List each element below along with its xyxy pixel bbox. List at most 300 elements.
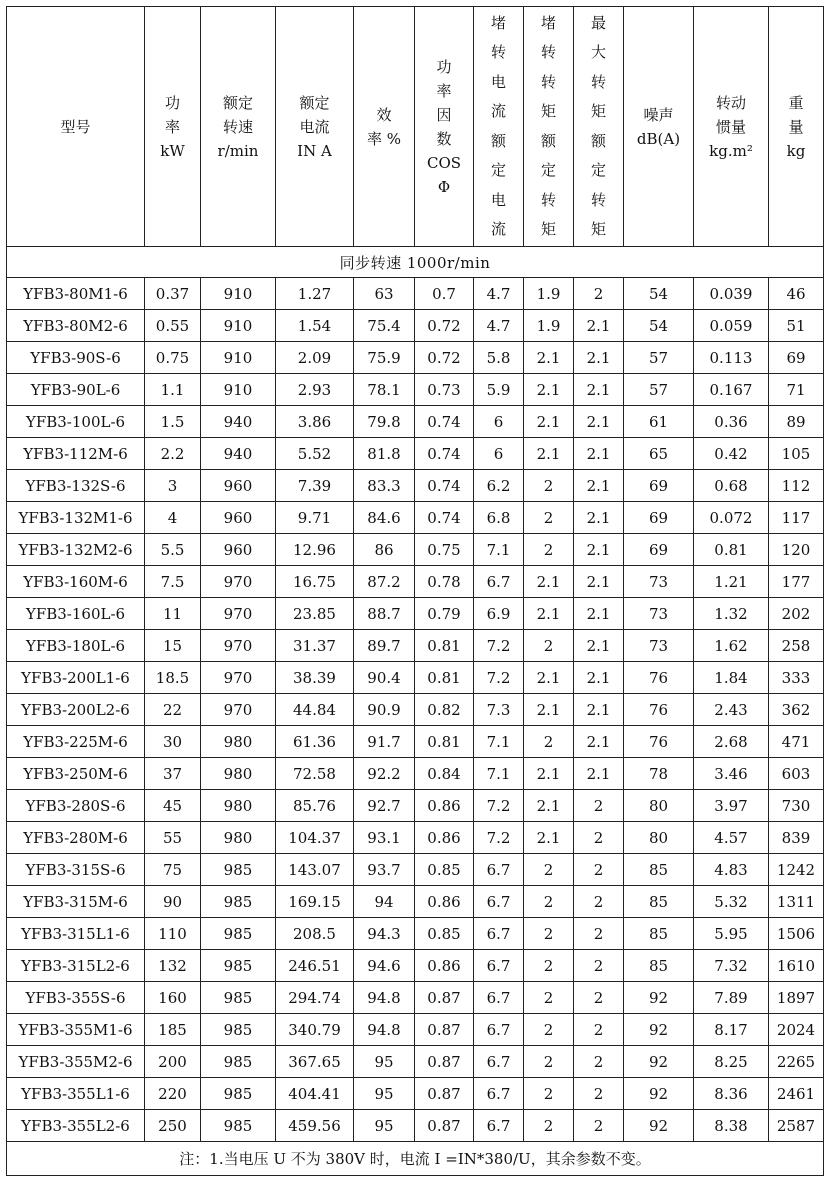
cell-power: 0.55: [145, 310, 201, 342]
cell-inertia: 1.21: [694, 566, 769, 598]
cell-efficiency: 81.8: [354, 438, 415, 470]
cell-rated-current: 169.15: [276, 886, 354, 918]
cell-inertia: 0.167: [694, 374, 769, 406]
cell-rated-speed: 970: [201, 630, 276, 662]
table-row: [7, 886, 824, 918]
cell-power-factor: 0.72: [415, 342, 474, 374]
cell-inertia: 2.68: [694, 726, 769, 758]
cell-noise: 69: [624, 534, 694, 566]
cell-efficiency: 94.6: [354, 950, 415, 982]
cell-locked-current-ratio: 6.7: [474, 1046, 524, 1078]
cell-locked-current-ratio: 4.7: [474, 278, 524, 310]
cell-power: 1.5: [145, 406, 201, 438]
cell-locked-torque-ratio: 2.1: [524, 406, 574, 438]
cell-max-torque-ratio: 2.1: [574, 662, 624, 694]
cell-power: 110: [145, 918, 201, 950]
cell-noise: 85: [624, 854, 694, 886]
cell-rated-speed: 980: [201, 726, 276, 758]
cell-efficiency: 94: [354, 886, 415, 918]
cell-power: 37: [145, 758, 201, 790]
header-locked-torque-ratio: 堵 转 转 矩 额 定 转 矩: [524, 7, 574, 247]
cell-rated-speed: 910: [201, 310, 276, 342]
cell-inertia: 8.25: [694, 1046, 769, 1078]
cell-weight: 2461: [769, 1078, 824, 1110]
header-max-torque-ratio: 最 大 转 矩 额 定 转 矩: [574, 7, 624, 247]
cell-efficiency: 86: [354, 534, 415, 566]
cell-max-torque-ratio: 2.1: [574, 566, 624, 598]
cell-locked-torque-ratio: 2.1: [524, 758, 574, 790]
cell-efficiency: 88.7: [354, 598, 415, 630]
cell-locked-current-ratio: 6.7: [474, 950, 524, 982]
cell-weight: 1897: [769, 982, 824, 1014]
cell-efficiency: 87.2: [354, 566, 415, 598]
table-row: [7, 758, 824, 790]
cell-rated-current: 12.96: [276, 534, 354, 566]
cell-max-torque-ratio: 2: [574, 886, 624, 918]
cell-rated-speed: 940: [201, 438, 276, 470]
cell-locked-torque-ratio: 2: [524, 918, 574, 950]
cell-inertia: 5.95: [694, 918, 769, 950]
cell-weight: 603: [769, 758, 824, 790]
cell-power-factor: 0.79: [415, 598, 474, 630]
cell-rated-current: 404.41: [276, 1078, 354, 1110]
header-rated-speed: 额定 转速 r/min: [201, 7, 276, 247]
table-row: [7, 534, 824, 566]
cell-max-torque-ratio: 2: [574, 950, 624, 982]
cell-inertia: 1.32: [694, 598, 769, 630]
cell-model: YFB3-355L1-6: [7, 1078, 145, 1110]
cell-power: 45: [145, 790, 201, 822]
cell-efficiency: 89.7: [354, 630, 415, 662]
cell-rated-speed: 910: [201, 342, 276, 374]
cell-power: 11: [145, 598, 201, 630]
cell-weight: 2024: [769, 1014, 824, 1046]
cell-rated-speed: 980: [201, 790, 276, 822]
cell-max-torque-ratio: 2.1: [574, 630, 624, 662]
cell-noise: 78: [624, 758, 694, 790]
cell-locked-current-ratio: 7.1: [474, 534, 524, 566]
cell-noise: 92: [624, 982, 694, 1014]
cell-model: YFB3-280M-6: [7, 822, 145, 854]
cell-max-torque-ratio: 2.1: [574, 598, 624, 630]
cell-locked-current-ratio: 6.7: [474, 1110, 524, 1142]
cell-rated-speed: 910: [201, 278, 276, 310]
cell-locked-current-ratio: 6.7: [474, 918, 524, 950]
header-locked-current-ratio: 堵 转 电 流 额 定 电 流: [474, 7, 524, 247]
cell-inertia: 0.059: [694, 310, 769, 342]
cell-power: 2.2: [145, 438, 201, 470]
cell-noise: 61: [624, 406, 694, 438]
cell-rated-speed: 985: [201, 918, 276, 950]
cell-power-factor: 0.87: [415, 1078, 474, 1110]
cell-power: 250: [145, 1110, 201, 1142]
cell-rated-current: 72.58: [276, 758, 354, 790]
table-row: [7, 918, 824, 950]
cell-max-torque-ratio: 2.1: [574, 726, 624, 758]
table-body: [7, 247, 824, 1142]
cell-weight: 112: [769, 470, 824, 502]
cell-rated-speed: 970: [201, 598, 276, 630]
cell-model: YFB3-315L1-6: [7, 918, 145, 950]
cell-locked-current-ratio: 6.2: [474, 470, 524, 502]
cell-model: YFB3-200L2-6: [7, 694, 145, 726]
header-weight: 重 量 kg: [769, 7, 824, 247]
cell-efficiency: 92.2: [354, 758, 415, 790]
cell-locked-current-ratio: 6.7: [474, 982, 524, 1014]
cell-locked-torque-ratio: 2.1: [524, 694, 574, 726]
cell-power-factor: 0.7: [415, 278, 474, 310]
table-row: [7, 1014, 824, 1046]
cell-rated-current: 104.37: [276, 822, 354, 854]
cell-efficiency: 95: [354, 1078, 415, 1110]
cell-rated-current: 31.37: [276, 630, 354, 662]
cell-locked-current-ratio: 6: [474, 406, 524, 438]
table-row: [7, 950, 824, 982]
table-row: [7, 662, 824, 694]
cell-power-factor: 0.86: [415, 950, 474, 982]
cell-power-factor: 0.85: [415, 918, 474, 950]
cell-max-torque-ratio: 2.1: [574, 758, 624, 790]
cell-noise: 76: [624, 726, 694, 758]
cell-model: YFB3-160M-6: [7, 566, 145, 598]
cell-noise: 80: [624, 790, 694, 822]
cell-inertia: 7.32: [694, 950, 769, 982]
cell-inertia: 1.84: [694, 662, 769, 694]
cell-locked-torque-ratio: 2: [524, 470, 574, 502]
cell-max-torque-ratio: 2.1: [574, 342, 624, 374]
cell-model: YFB3-132M1-6: [7, 502, 145, 534]
cell-power-factor: 0.75: [415, 534, 474, 566]
cell-rated-speed: 985: [201, 854, 276, 886]
cell-efficiency: 94.8: [354, 982, 415, 1014]
cell-rated-current: 44.84: [276, 694, 354, 726]
cell-locked-torque-ratio: 2: [524, 1110, 574, 1142]
cell-efficiency: 94.3: [354, 918, 415, 950]
cell-locked-torque-ratio: 1.9: [524, 278, 574, 310]
cell-weight: 1242: [769, 854, 824, 886]
cell-rated-speed: 970: [201, 694, 276, 726]
header-efficiency: 效 率 %: [354, 7, 415, 247]
cell-inertia: 0.039: [694, 278, 769, 310]
cell-rated-speed: 960: [201, 534, 276, 566]
header-model: 型号: [7, 7, 145, 247]
cell-power-factor: 0.74: [415, 470, 474, 502]
cell-locked-current-ratio: 6.7: [474, 1014, 524, 1046]
cell-locked-current-ratio: 7.2: [474, 790, 524, 822]
cell-model: YFB3-80M1-6: [7, 278, 145, 310]
cell-locked-current-ratio: 6.7: [474, 854, 524, 886]
cell-rated-speed: 980: [201, 758, 276, 790]
cell-locked-torque-ratio: 2: [524, 502, 574, 534]
cell-noise: 57: [624, 342, 694, 374]
cell-noise: 69: [624, 470, 694, 502]
cell-locked-torque-ratio: 2: [524, 950, 574, 982]
cell-locked-current-ratio: 6: [474, 438, 524, 470]
cell-power: 15: [145, 630, 201, 662]
cell-weight: 51: [769, 310, 824, 342]
cell-power: 3: [145, 470, 201, 502]
cell-locked-torque-ratio: 2.1: [524, 438, 574, 470]
cell-rated-current: 3.86: [276, 406, 354, 438]
cell-locked-current-ratio: 7.1: [474, 758, 524, 790]
cell-rated-speed: 985: [201, 982, 276, 1014]
cell-power: 22: [145, 694, 201, 726]
cell-max-torque-ratio: 2: [574, 982, 624, 1014]
cell-power-factor: 0.81: [415, 726, 474, 758]
cell-rated-speed: 985: [201, 1078, 276, 1110]
cell-weight: 2587: [769, 1110, 824, 1142]
cell-model: YFB3-90S-6: [7, 342, 145, 374]
cell-max-torque-ratio: 2.1: [574, 374, 624, 406]
cell-noise: 54: [624, 310, 694, 342]
cell-noise: 69: [624, 502, 694, 534]
header-rated-current: 额定 电流 IN A: [276, 7, 354, 247]
table-row: [7, 726, 824, 758]
cell-weight: 839: [769, 822, 824, 854]
cell-weight: 2265: [769, 1046, 824, 1078]
cell-noise: 73: [624, 598, 694, 630]
cell-rated-speed: 985: [201, 886, 276, 918]
table-row: [7, 438, 824, 470]
cell-power: 185: [145, 1014, 201, 1046]
cell-rated-current: 9.71: [276, 502, 354, 534]
cell-power-factor: 0.78: [415, 566, 474, 598]
cell-locked-current-ratio: 6.7: [474, 1078, 524, 1110]
cell-noise: 57: [624, 374, 694, 406]
cell-locked-torque-ratio: 2.1: [524, 342, 574, 374]
cell-max-torque-ratio: 2: [574, 1014, 624, 1046]
cell-rated-current: 1.54: [276, 310, 354, 342]
table-row: [7, 342, 824, 374]
cell-weight: 69: [769, 342, 824, 374]
cell-locked-current-ratio: 7.2: [474, 630, 524, 662]
cell-weight: 362: [769, 694, 824, 726]
cell-model: YFB3-132S-6: [7, 470, 145, 502]
cell-power: 1.1: [145, 374, 201, 406]
cell-power-factor: 0.87: [415, 982, 474, 1014]
table-row: [7, 310, 824, 342]
motor-spec-table: [6, 6, 824, 1176]
cell-locked-torque-ratio: 2: [524, 854, 574, 886]
cell-noise: 92: [624, 1014, 694, 1046]
cell-noise: 76: [624, 662, 694, 694]
cell-locked-torque-ratio: 2.1: [524, 374, 574, 406]
cell-locked-torque-ratio: 2.1: [524, 662, 574, 694]
cell-inertia: 0.68: [694, 470, 769, 502]
cell-locked-torque-ratio: 2.1: [524, 790, 574, 822]
table-row: [7, 982, 824, 1014]
cell-max-torque-ratio: 2.1: [574, 438, 624, 470]
cell-power: 30: [145, 726, 201, 758]
cell-power-factor: 0.86: [415, 822, 474, 854]
cell-power-factor: 0.72: [415, 310, 474, 342]
cell-locked-torque-ratio: 2: [524, 534, 574, 566]
cell-power-factor: 0.82: [415, 694, 474, 726]
cell-efficiency: 75.9: [354, 342, 415, 374]
cell-max-torque-ratio: 2: [574, 1110, 624, 1142]
cell-power: 4: [145, 502, 201, 534]
cell-locked-current-ratio: 6.9: [474, 598, 524, 630]
cell-weight: 202: [769, 598, 824, 630]
cell-weight: 471: [769, 726, 824, 758]
cell-noise: 92: [624, 1078, 694, 1110]
cell-model: YFB3-355M1-6: [7, 1014, 145, 1046]
cell-efficiency: 95: [354, 1046, 415, 1078]
table-row: [7, 566, 824, 598]
cell-weight: 71: [769, 374, 824, 406]
header-power: 功 率 kW: [145, 7, 201, 247]
cell-power: 18.5: [145, 662, 201, 694]
cell-locked-torque-ratio: 2.1: [524, 598, 574, 630]
cell-efficiency: 93.7: [354, 854, 415, 886]
cell-rated-current: 246.51: [276, 950, 354, 982]
cell-weight: 730: [769, 790, 824, 822]
cell-weight: 89: [769, 406, 824, 438]
cell-model: YFB3-355L2-6: [7, 1110, 145, 1142]
cell-power: 0.75: [145, 342, 201, 374]
cell-noise: 85: [624, 918, 694, 950]
cell-inertia: 0.113: [694, 342, 769, 374]
cell-inertia: 3.46: [694, 758, 769, 790]
cell-rated-current: 2.09: [276, 342, 354, 374]
cell-rated-speed: 960: [201, 470, 276, 502]
cell-max-torque-ratio: 2.1: [574, 502, 624, 534]
table-row: [7, 406, 824, 438]
section-row: [7, 247, 824, 278]
cell-noise: 92: [624, 1046, 694, 1078]
cell-locked-current-ratio: 6.7: [474, 566, 524, 598]
cell-locked-current-ratio: 7.1: [474, 726, 524, 758]
cell-noise: 92: [624, 1110, 694, 1142]
cell-efficiency: 90.9: [354, 694, 415, 726]
cell-inertia: 0.072: [694, 502, 769, 534]
table-row: [7, 1046, 824, 1078]
cell-model: YFB3-315L2-6: [7, 950, 145, 982]
cell-rated-current: 459.56: [276, 1110, 354, 1142]
cell-inertia: 5.32: [694, 886, 769, 918]
cell-inertia: 8.38: [694, 1110, 769, 1142]
cell-power-factor: 0.86: [415, 886, 474, 918]
cell-locked-current-ratio: 6.7: [474, 886, 524, 918]
cell-power: 220: [145, 1078, 201, 1110]
cell-power-factor: 0.81: [415, 630, 474, 662]
cell-power: 0.37: [145, 278, 201, 310]
cell-max-torque-ratio: 2: [574, 278, 624, 310]
cell-inertia: 0.81: [694, 534, 769, 566]
cell-power-factor: 0.74: [415, 502, 474, 534]
cell-inertia: 8.36: [694, 1078, 769, 1110]
cell-locked-torque-ratio: 2: [524, 886, 574, 918]
cell-inertia: 2.43: [694, 694, 769, 726]
cell-weight: 333: [769, 662, 824, 694]
note-row: [7, 1142, 824, 1176]
table-row: [7, 790, 824, 822]
cell-power: 200: [145, 1046, 201, 1078]
cell-weight: 1610: [769, 950, 824, 982]
cell-rated-current: 5.52: [276, 438, 354, 470]
cell-efficiency: 93.1: [354, 822, 415, 854]
cell-efficiency: 78.1: [354, 374, 415, 406]
cell-inertia: 7.89: [694, 982, 769, 1014]
cell-locked-torque-ratio: 2: [524, 630, 574, 662]
cell-rated-speed: 985: [201, 1014, 276, 1046]
cell-locked-current-ratio: 4.7: [474, 310, 524, 342]
cell-weight: 177: [769, 566, 824, 598]
section-label: 同步转速 1000r/min: [7, 247, 824, 278]
cell-weight: 120: [769, 534, 824, 566]
cell-weight: 1311: [769, 886, 824, 918]
cell-max-torque-ratio: 2.1: [574, 310, 624, 342]
cell-power: 160: [145, 982, 201, 1014]
cell-model: YFB3-280S-6: [7, 790, 145, 822]
cell-max-torque-ratio: 2.1: [574, 470, 624, 502]
cell-locked-torque-ratio: 2: [524, 726, 574, 758]
cell-weight: 117: [769, 502, 824, 534]
cell-rated-current: 38.39: [276, 662, 354, 694]
cell-locked-torque-ratio: 2: [524, 982, 574, 1014]
cell-model: YFB3-80M2-6: [7, 310, 145, 342]
cell-power-factor: 0.87: [415, 1014, 474, 1046]
cell-efficiency: 84.6: [354, 502, 415, 534]
cell-power: 132: [145, 950, 201, 982]
cell-inertia: 3.97: [694, 790, 769, 822]
table-row: [7, 374, 824, 406]
table-row: [7, 854, 824, 886]
cell-power: 90: [145, 886, 201, 918]
cell-power-factor: 0.86: [415, 790, 474, 822]
table-row: [7, 470, 824, 502]
cell-rated-current: 367.65: [276, 1046, 354, 1078]
cell-weight: 46: [769, 278, 824, 310]
cell-efficiency: 94.8: [354, 1014, 415, 1046]
table-row: [7, 630, 824, 662]
cell-model: YFB3-200L1-6: [7, 662, 145, 694]
cell-locked-torque-ratio: 2: [524, 1046, 574, 1078]
cell-model: YFB3-180L-6: [7, 630, 145, 662]
cell-efficiency: 83.3: [354, 470, 415, 502]
cell-power-factor: 0.85: [415, 854, 474, 886]
cell-locked-current-ratio: 5.9: [474, 374, 524, 406]
cell-inertia: 8.17: [694, 1014, 769, 1046]
cell-power: 7.5: [145, 566, 201, 598]
cell-rated-speed: 960: [201, 502, 276, 534]
cell-power-factor: 0.73: [415, 374, 474, 406]
header-noise: 噪声 dB(A): [624, 7, 694, 247]
cell-inertia: 1.62: [694, 630, 769, 662]
header-inertia: 转动 惯量 kg.m²: [694, 7, 769, 247]
header-row: [7, 7, 824, 247]
table-note: 注：1.当电压 U 不为 380V 时，电流 I =IN*380/U，其余参数不变。: [7, 1142, 824, 1176]
cell-efficiency: 95: [354, 1110, 415, 1142]
cell-power-factor: 0.84: [415, 758, 474, 790]
cell-locked-torque-ratio: 2.1: [524, 822, 574, 854]
cell-weight: 258: [769, 630, 824, 662]
cell-max-torque-ratio: 2: [574, 790, 624, 822]
cell-rated-speed: 970: [201, 662, 276, 694]
cell-rated-speed: 980: [201, 822, 276, 854]
cell-max-torque-ratio: 2.1: [574, 534, 624, 566]
table-row: [7, 822, 824, 854]
cell-max-torque-ratio: 2: [574, 1078, 624, 1110]
cell-max-torque-ratio: 2: [574, 1046, 624, 1078]
table-row: [7, 1078, 824, 1110]
cell-rated-speed: 985: [201, 950, 276, 982]
cell-locked-torque-ratio: 2: [524, 1014, 574, 1046]
cell-inertia: 0.36: [694, 406, 769, 438]
cell-locked-current-ratio: 7.2: [474, 822, 524, 854]
cell-efficiency: 91.7: [354, 726, 415, 758]
cell-model: YFB3-112M-6: [7, 438, 145, 470]
